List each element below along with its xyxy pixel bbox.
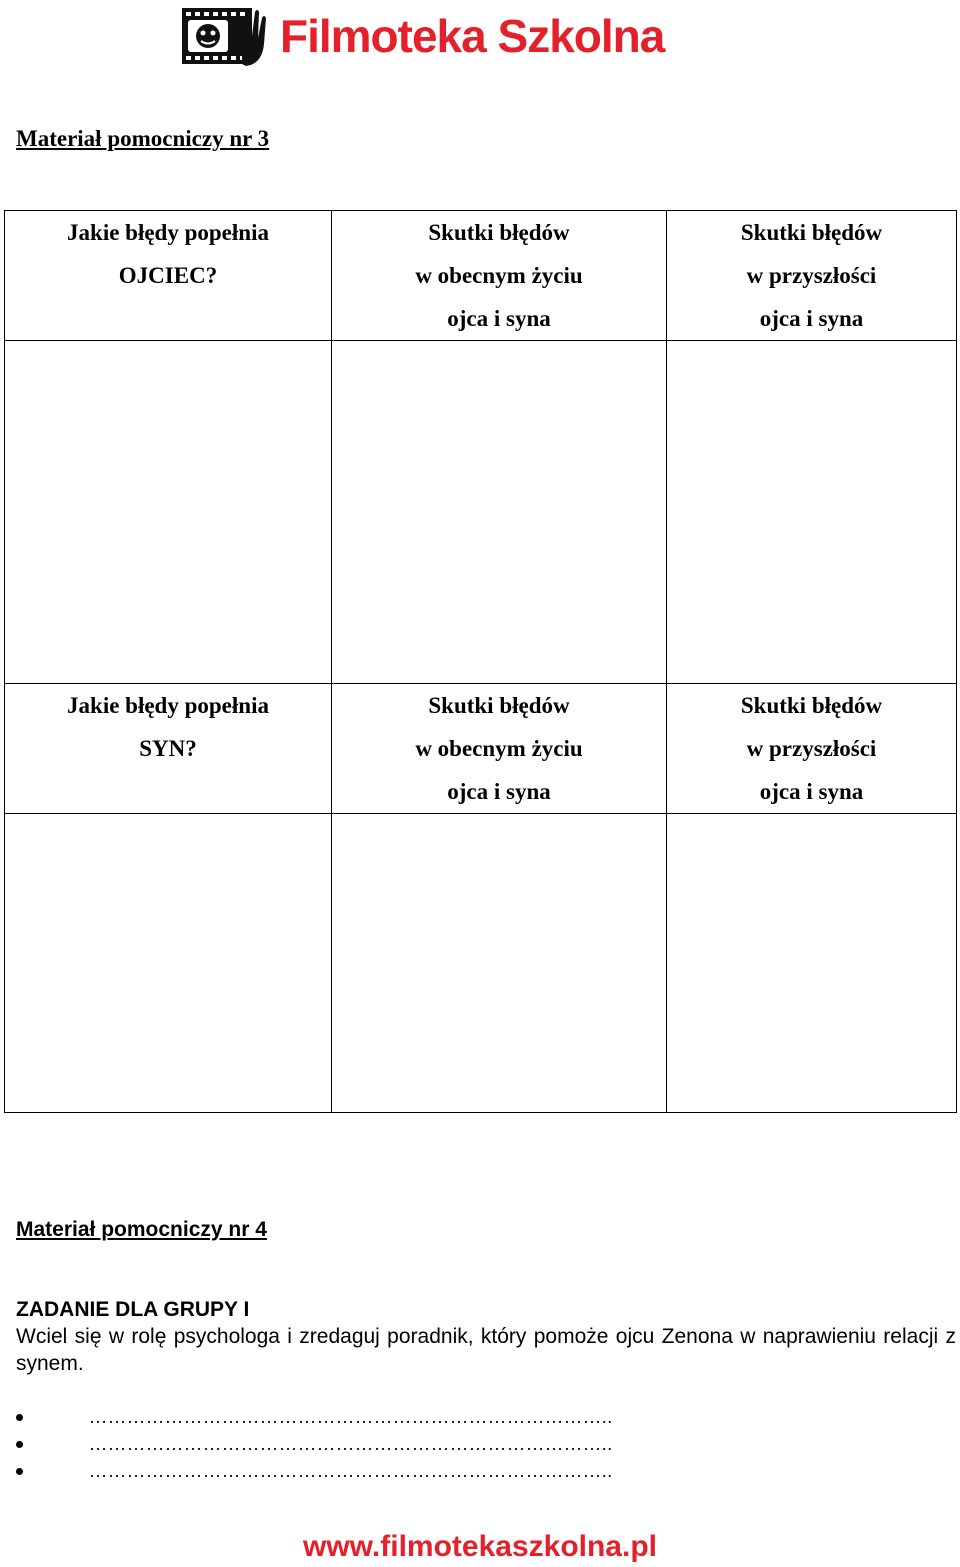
list-item	[16, 1458, 613, 1485]
father-errors-answer-cell[interactable]	[5, 341, 332, 684]
future-effects-header: Skutki błędów w przyszłości ojca i syna	[667, 684, 957, 814]
future-effects-answer-cell[interactable]	[667, 341, 957, 684]
present-effects-answer-cell[interactable]	[332, 341, 667, 684]
future-effects-answer-cell[interactable]	[667, 814, 957, 1113]
son-errors-answer-cell[interactable]	[5, 814, 332, 1113]
answer-row	[5, 341, 957, 684]
brand-name: Filmoteka Szkolna	[280, 10, 665, 62]
answer-placeholder[interactable]: ………………………………………………………………………..	[89, 1407, 613, 1427]
answer-bullet-list	[16, 1404, 613, 1485]
present-effects-header: Skutki błędów w obecnym życiu ojca i syna	[332, 684, 667, 814]
present-effects-answer-cell[interactable]	[332, 814, 667, 1113]
task-block	[16, 1296, 956, 1377]
task-title: ZADANIE DLA GRUPY I	[16, 1298, 250, 1321]
bullet-icon	[16, 1468, 23, 1475]
film-reel-hand-logo-icon	[180, 4, 272, 68]
material-3-heading: Materiał pomocniczy nr 3	[16, 126, 270, 151]
list-item	[16, 1431, 613, 1458]
future-effects-header: Skutki błędów w przyszłości ojca i syna	[667, 211, 957, 341]
answer-row	[5, 814, 957, 1113]
table-header-row	[5, 684, 957, 814]
son-errors-header: Jakie błędy popełnia SYN?	[5, 684, 332, 814]
table-header-row	[5, 211, 957, 341]
father-errors-header: Jakie błędy popełnia OJCIEC?	[5, 211, 332, 341]
bullet-icon	[16, 1441, 23, 1448]
present-effects-header: Skutki błędów w obecnym życiu ojca i syna	[332, 211, 667, 341]
list-item	[16, 1404, 613, 1431]
father-errors-table	[4, 210, 957, 1113]
bullet-icon	[16, 1414, 23, 1421]
footer-url[interactable]: www.filmotekaszkolna.pl	[303, 1530, 657, 1563]
answer-placeholder[interactable]: ………………………………………………………………………..	[89, 1461, 613, 1481]
material-4-heading: Materiał pomocniczy nr 4	[16, 1218, 267, 1241]
brand-logo	[180, 4, 664, 68]
answer-placeholder[interactable]: ………………………………………………………………………..	[89, 1434, 613, 1454]
task-instructions: Wciel się w rolę psychologa i zredaguj poradnik, który pomoże ojcu Zenona w naprawieniu relacji z synem.	[16, 1325, 956, 1375]
